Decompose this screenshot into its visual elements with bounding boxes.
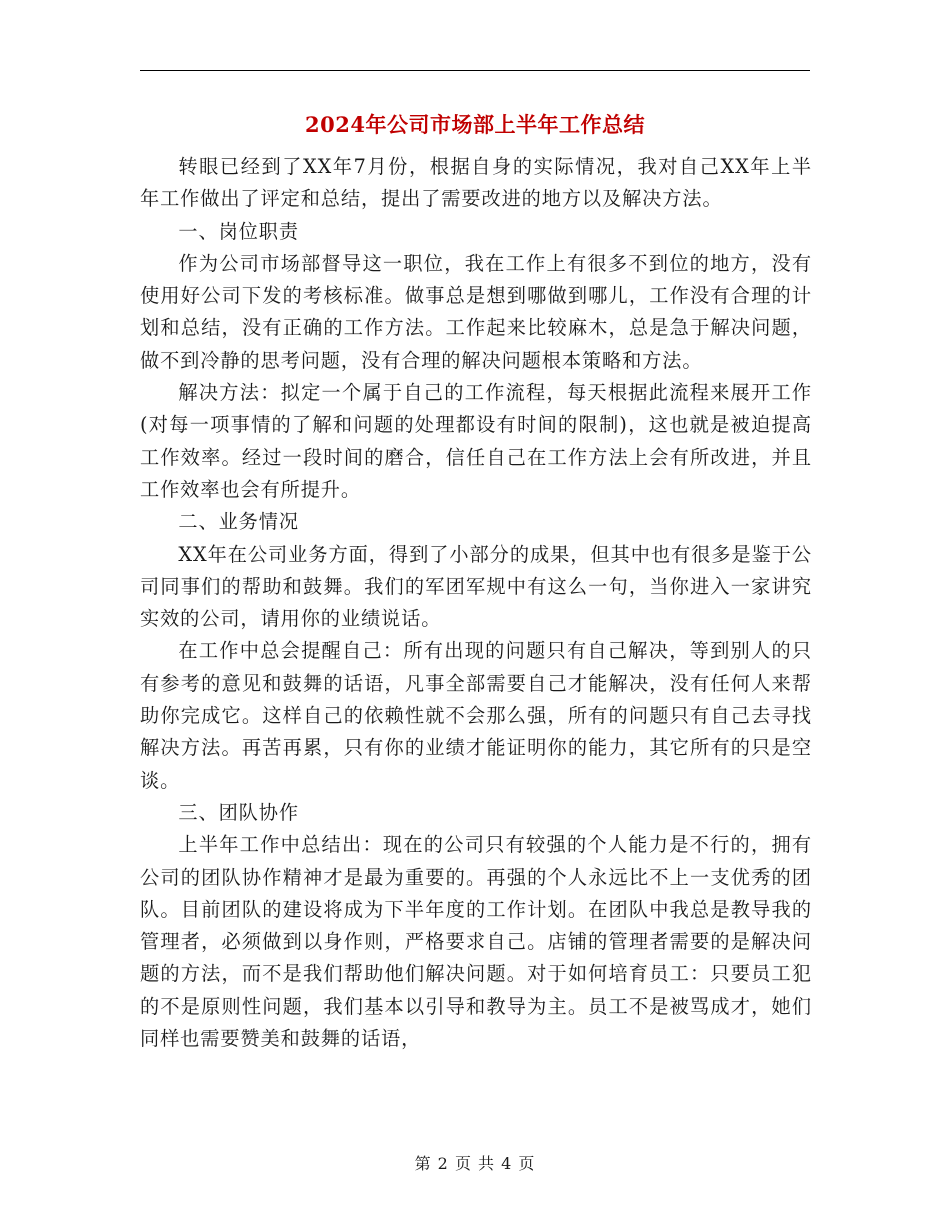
page-number: 第 2 页 共 4 页 [414, 1154, 536, 1173]
paragraph-solution: 解决方法：拟定一个属于自己的工作流程，每天根据此流程来展开工作(对每一项事情的了解和问题的处理都设有时间的限制)，这也就是被迫提高工作效率。经过一段时间的磨合，信任自己在工作方法上会有所改进，并且工作效率也会有所提升。 [140, 381, 812, 501]
paragraph-self-reminder: 在工作中总会提醒自己：所有出现的问题只有自己解决，等到别人的只有参考的意见和鼓舞的话语，凡事全部需要自己才能解决，没有任何人来帮助你完成它。这样自己的依赖性就不会那么强，所有的问题只有自己去寻找解决方法。再苦再累，只有你的业绩才能证明你的能力，其它所有的只是空谈。 [140, 639, 812, 792]
paragraph-job-duties: 作为公司市场部督导这一职位，我在工作上有很多不到位的地方，没有使用好公司下发的考核标准。做事总是想到哪做到哪儿，工作没有合理的计划和总结，没有正确的工作方法。工作起来比较麻木，总是急于解决问题，做不到冷静的思考问题，没有合理的解决问题根本策略和方法。 [140, 251, 812, 372]
section-heading-business: 二、业务情况 [178, 510, 299, 534]
header-rule [140, 70, 810, 71]
paragraph-business: XX年在公司业务方面，得到了小部分的成果，但其中也有很多是鉴于公司同事们的帮助和鼓舞。我们的军团军规中有这么一句，当你进入一家讲究实效的公司，请用你的业绩说话。 [140, 542, 812, 631]
paragraph-teamwork: 上半年工作中总结出：现在的公司只有较强的个人能力是不行的，拥有公司的团队协作精神才是最为重要的。再强的个人永远比不上一支优秀的团队。目前团队的建设将成为下半年度的工作计划。在团队中我总是教导我的管理者，必须做到以身作则，严格要求自己。店铺的管理者需要的是解决问题的方法，而不是我们帮助他们解决问题。对于如何培育员工：只要员工犯的不是原则性问题，我们基本以引导和教导为主。员工不是被骂成才，她们同样也需要赞美和鼓舞的话语， [140, 833, 812, 1051]
section-heading-teamwork: 三、团队协作 [178, 800, 299, 824]
document-body [140, 151, 812, 1055]
document-title: 2024年公司市场部上半年工作总结 [305, 112, 645, 137]
paragraph-intro: 转眼已经到了XX年7月份，根据自身的实际情况，我对自己XX年上半年工作做出了评定和总结，提出了需要改进的地方以及解决方法。 [140, 155, 812, 211]
section-heading-job-duties: 一、岗位职责 [178, 219, 299, 243]
